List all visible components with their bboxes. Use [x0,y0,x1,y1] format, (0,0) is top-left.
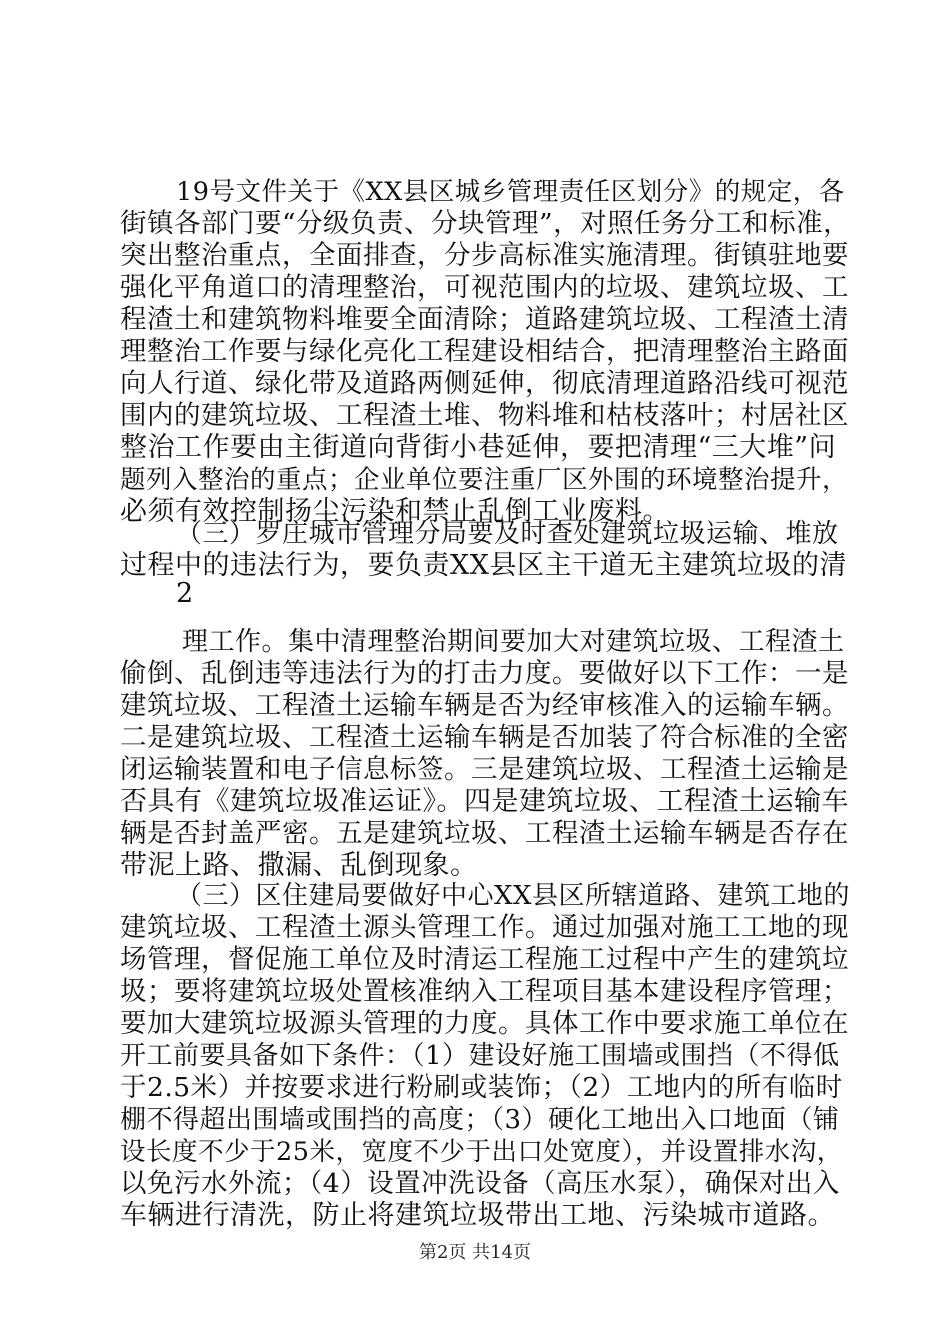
paragraph-line: 车辆进行清洗，防止将建筑垃圾带出工地、污染城市道路。 [120,1200,835,1231]
paragraph-line: 棚不得超出围墙或围挡的高度；（3）硬化工地出入口地面（铺 [120,1105,840,1135]
paragraph-line: 场管理，督促施工单位及时清运工程施工过程中产生的建筑垃 [120,944,849,975]
paragraph-line: 题列入整治的重点；企业单位要注重厂区外围的环境整治提升， [120,465,849,495]
paragraph-line: 设长度不少于25米，宽度不少于出口处宽度），并设置排水沟， [120,1137,843,1167]
paragraph-line: 程渣土和建筑物料堆要全面清除；道路建筑垃圾、工程渣土清 [120,304,849,335]
paragraph-line: 偷倒、乱倒违等违法行为的打击力度。要做好以下工作：一是 [120,658,849,689]
paragraph-line: 带泥上路、撒漏、乱倒现象。 [120,850,478,881]
paragraph-line: 建筑垃圾、工程渣土源头管理工作。通过加强对施工工地的现 [120,912,849,943]
paragraph-line: 必须有效控制扬尘污染和禁止乱倒工业废料。 [120,496,670,527]
paragraph-line: 围内的建筑垃圾、工程渣土堆、物料堆和枯枝落叶；村居社区 [120,400,849,431]
paragraph-line: 二是建筑垃圾、工程渣土运输车辆是否加装了符合标准的全密 [120,722,849,753]
paragraph-line: 向人行道、绿化带及道路两侧延伸，彻底清理道路沿线可视范 [120,368,849,399]
paragraph-line: 理工作。集中清理整治期间要加大对建筑垃圾、工程渣土 [182,627,845,657]
paragraph-line: 要加大建筑垃圾源头管理的力度。具体工作中要求施工单位在 [120,1008,849,1039]
paragraph-line: 整治工作要由主街道向背街小巷延伸，要把清理“三大堆”问 [120,432,837,463]
page-footer: 第2页 共14页 [418,1242,532,1263]
paragraph-line: 街镇各部门要“分级负责、分块管理”，对照任务分工和标准， [120,208,851,239]
paragraph-line: （三）区住建局要做好中心XX县区所辖道路、建筑工地的 [176,881,851,911]
inner-page-number: 2 [176,578,194,609]
paragraph-line: （三）罗庄城市管理分局要及时查处建筑垃圾运输、堆放 [176,519,839,549]
paragraph-line: 否具有《建筑垃圾准运证》。四是建筑垃圾、工程渣土运输车 [120,786,849,817]
paragraph-line: 过程中的违法行为，要负责XX县区主干道无主建筑垃圾的清 [120,550,847,581]
paragraph-line: 以免污水外流；（4）设置冲洗设备（高压水泵），确保对出入 [120,1168,840,1199]
paragraph-line: 强化平角道口的清理整治，可视范围内的垃圾、建筑垃圾、工 [120,272,849,303]
paragraph-line: 圾；要将建筑垃圾处置核准纳入工程项目基本建设程序管理； [120,976,849,1007]
paragraph-line: 19号文件关于《XX县区城乡管理责任区划分》的规定，各 [176,177,845,207]
paragraph-line: 开工前要具备如下条件：（1）建设好施工围墙或围挡（不得低 [120,1041,840,1071]
paragraph-line: 辆是否封盖严密。五是建筑垃圾、工程渣土运输车辆是否存在 [120,818,849,849]
paragraph-line: 突出整治重点，全面排查，分步高标准实施清理。街镇驻地要 [120,240,849,271]
paragraph-line: 闭运输装置和电子信息标签。三是建筑垃圾、工程渣土运输是 [120,754,849,785]
paragraph-line: 于2.5米）并按要求进行粉刷或装饰；（2）工地内的所有临时 [120,1072,843,1103]
paragraph-line: 建筑垃圾、工程渣土运输车辆是否为经审核准入的运输车辆。 [120,690,849,721]
paragraph-line: 理整治工作要与绿化亮化工程建设相结合，把清理整治主路面 [120,336,849,367]
